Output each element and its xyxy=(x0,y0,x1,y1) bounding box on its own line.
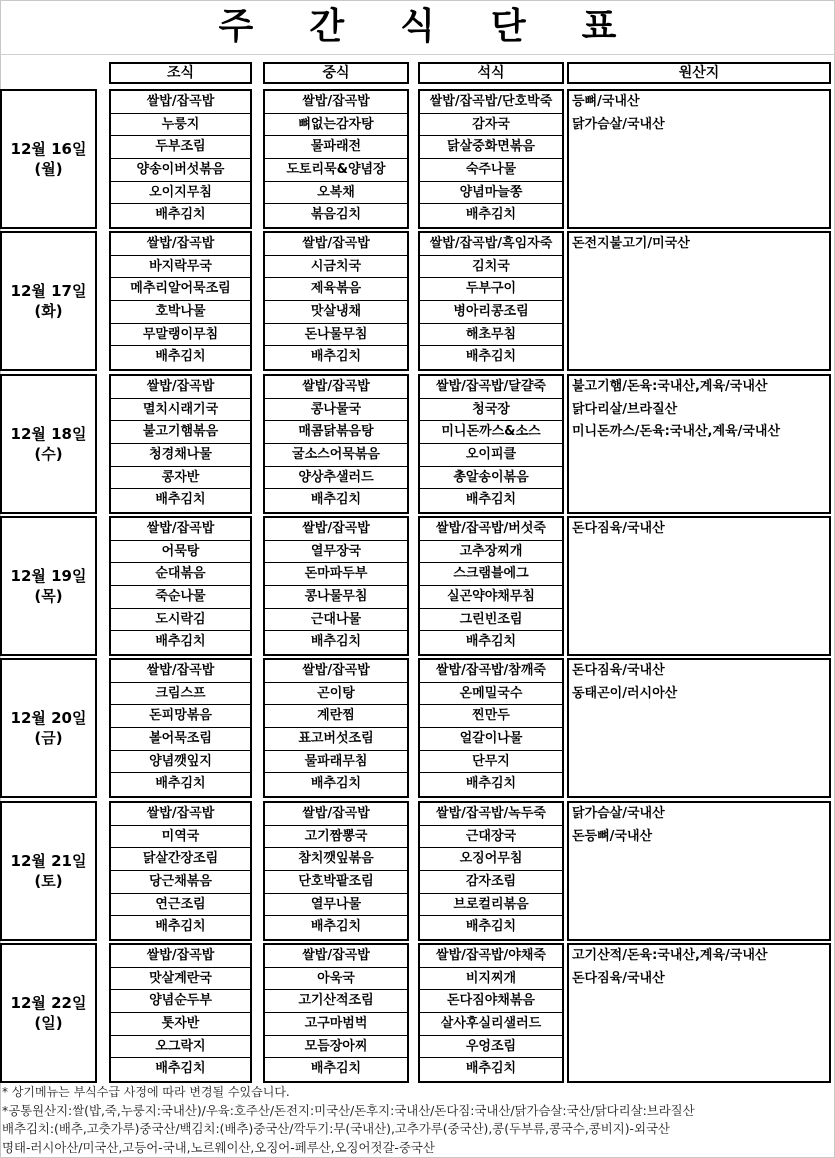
dinner-item: 배추김치 xyxy=(465,207,517,223)
breakfast-item: 메추리알어묵조림 xyxy=(111,278,250,301)
day-block xyxy=(0,516,835,656)
dinner-item: 실곤약야채무침 xyxy=(420,586,562,609)
dinner-item: 쌀밥/잡곡밥/버섯죽 xyxy=(420,518,562,541)
weekday-label: (월) xyxy=(34,160,63,178)
day-block xyxy=(0,801,835,941)
origin-item: 돈다짐육/국내산 xyxy=(572,970,665,986)
origin-item: 미니돈까스/돈육:국내산,계육/국내산 xyxy=(572,424,781,440)
dinner-column xyxy=(418,516,564,656)
origin-item: 돈전지불고기/미국산 xyxy=(572,236,690,251)
dinner-column xyxy=(418,658,564,798)
dinner-item: 김치국 xyxy=(420,256,562,279)
page-title xyxy=(0,0,835,55)
origin-item: 동태곤이/러시아산 xyxy=(572,685,678,701)
breakfast-item: 쌀밥/잡곡밥 xyxy=(111,233,250,256)
lunch-item: 표고버섯조림 xyxy=(265,728,407,751)
date-cell xyxy=(0,658,97,798)
dinner-item: 온메밀국수 xyxy=(420,683,562,706)
lunch-column xyxy=(263,89,409,229)
title-char: 식 xyxy=(400,6,435,47)
lunch-item: 쌀밥/잡곡밥 xyxy=(265,91,407,114)
date-label: 12월 19일 xyxy=(10,567,87,585)
dinner-column xyxy=(418,89,564,229)
dinner-item: 쌀밥/잡곡밥/야채죽 xyxy=(420,945,562,968)
breakfast-item: 오이지무침 xyxy=(111,182,250,205)
lunch-item: 시금치국 xyxy=(265,256,407,279)
dinner-item: 쌀밥/잡곡밥/흑임자죽 xyxy=(420,233,562,256)
lunch-item: 단호박팥조림 xyxy=(265,871,407,894)
dinner-item: 양념마늘쫑 xyxy=(420,182,562,205)
dinner-item: 배추김치 xyxy=(465,1061,517,1077)
breakfast-item: 바지락무국 xyxy=(111,256,250,279)
breakfast-item: 배추김치 xyxy=(155,492,206,508)
dinner-item: 브로컬리볶음 xyxy=(420,894,562,917)
weekday-label: (수) xyxy=(34,445,63,463)
weekday-label: (일) xyxy=(34,1014,63,1032)
lunch-item: 물파래무침 xyxy=(265,751,407,774)
breakfast-item: 배추김치 xyxy=(155,1061,206,1077)
dinner-item: 병아리콩조림 xyxy=(420,301,562,324)
breakfast-item: 크림스프 xyxy=(111,683,250,706)
breakfast-item: 무말랭이무침 xyxy=(111,324,250,347)
lunch-item: 계란찜 xyxy=(265,705,407,728)
lunch-column xyxy=(263,943,409,1083)
origin-column xyxy=(567,801,831,941)
breakfast-column xyxy=(109,801,252,941)
lunch-column xyxy=(263,801,409,941)
breakfast-item: 양념순두부 xyxy=(111,990,250,1013)
lunch-item: 굴소스어묵볶음 xyxy=(265,444,407,467)
breakfast-item: 쌀밥/잡곡밥 xyxy=(111,376,250,399)
breakfast-item: 멸치시래기국 xyxy=(111,399,250,422)
breakfast-item: 배추김치 xyxy=(155,919,206,935)
weekday-label: (금) xyxy=(34,729,63,747)
day-block xyxy=(0,943,835,1083)
dinner-item: 찐만두 xyxy=(420,705,562,728)
dinner-item: 감자조림 xyxy=(420,871,562,894)
date-label: 12월 21일 xyxy=(10,852,87,870)
breakfast-item: 배추김치 xyxy=(155,207,206,223)
lunch-item: 맛살냉채 xyxy=(265,301,407,324)
note-line: 명태-러시아산/미국산,고등어-국내,노르웨이산,오징어-페루산,오징어젓갈-중국산 xyxy=(2,1139,435,1155)
origin-column xyxy=(567,658,831,798)
dinner-item: 감자국 xyxy=(420,114,562,137)
dinner-item: 돈다짐야채볶음 xyxy=(420,990,562,1013)
dinner-item: 고추장찌개 xyxy=(420,541,562,564)
origin-item: 닭가슴살/국내산 xyxy=(572,806,665,821)
lunch-item: 콩나물무침 xyxy=(265,586,407,609)
date-cell xyxy=(0,516,97,656)
origin-item: 돈등뼈/국내산 xyxy=(572,828,653,844)
lunch-item: 아욱국 xyxy=(265,968,407,991)
date-label: 12월 20일 xyxy=(10,709,87,727)
lunch-item: 고기짬뽕국 xyxy=(265,826,407,849)
breakfast-item: 쌀밥/잡곡밥 xyxy=(111,91,250,114)
lunch-item: 쌀밥/잡곡밥 xyxy=(265,945,407,968)
lunch-item: 쌀밥/잡곡밥 xyxy=(265,803,407,826)
dinner-item: 쌀밥/잡곡밥/녹두죽 xyxy=(420,803,562,826)
breakfast-item: 볼어묵조림 xyxy=(111,728,250,751)
origin-item: 돈다짐육/국내산 xyxy=(572,663,665,678)
date-label: 12월 16일 xyxy=(10,140,87,158)
date-label: 12월 22일 xyxy=(10,994,87,1012)
origin-column xyxy=(567,231,831,371)
origin-item: 불고기햄/돈육:국내산,계육/국내산 xyxy=(572,379,768,394)
breakfast-item: 쌀밥/잡곡밥 xyxy=(111,945,250,968)
lunch-item: 쌀밥/잡곡밥 xyxy=(265,518,407,541)
lunch-item: 양상추샐러드 xyxy=(265,467,407,490)
breakfast-item: 배추김치 xyxy=(155,634,206,650)
lunch-item: 배추김치 xyxy=(310,919,362,935)
lunch-column xyxy=(263,516,409,656)
origin-item: 등뼈/국내산 xyxy=(572,94,640,109)
origin-column xyxy=(567,374,831,514)
dinner-item: 배추김치 xyxy=(465,776,517,792)
dinner-item: 배추김치 xyxy=(465,492,517,508)
dinner-item: 닭살중화면볶음 xyxy=(420,136,562,159)
dinner-item: 단무지 xyxy=(420,751,562,774)
origin-column xyxy=(567,943,831,1083)
title-char: 단 xyxy=(490,6,526,47)
origin-item: 닭다리살/브라질산 xyxy=(572,401,678,417)
lunch-item: 오복채 xyxy=(265,182,407,205)
lunch-item: 근대나물 xyxy=(265,609,407,632)
dinner-column xyxy=(418,374,564,514)
day-block xyxy=(0,374,835,514)
lunch-item: 배추김치 xyxy=(310,634,362,650)
title-char: 주 xyxy=(218,6,254,47)
dinner-item: 두부구이 xyxy=(420,278,562,301)
lunch-item: 매콤닭볶음탕 xyxy=(265,421,407,444)
header-origin: 원산지 xyxy=(567,62,831,84)
dinner-item: 해초무침 xyxy=(420,324,562,347)
lunch-item: 돈나물무침 xyxy=(265,324,407,347)
dinner-item: 쌀밥/잡곡밥/단호박죽 xyxy=(420,91,562,114)
breakfast-item: 배추김치 xyxy=(155,776,206,792)
breakfast-item: 맛살계란국 xyxy=(111,968,250,991)
lunch-item: 도토리묵&양념장 xyxy=(265,159,407,182)
breakfast-item: 쌀밥/잡곡밥 xyxy=(111,660,250,683)
breakfast-item: 쌀밥/잡곡밥 xyxy=(111,803,250,826)
note-line: * 상기메뉴는 부식수급 사정에 따라 변경될 수있습니다. xyxy=(2,1085,290,1099)
dinner-item: 그린빈조림 xyxy=(420,609,562,632)
lunch-item: 볶음김치 xyxy=(310,207,362,223)
lunch-item: 고구마범벅 xyxy=(265,1013,407,1036)
breakfast-item: 순대볶음 xyxy=(111,563,250,586)
lunch-item: 배추김치 xyxy=(310,492,362,508)
lunch-item: 쌀밥/잡곡밥 xyxy=(265,376,407,399)
header-lunch: 중식 xyxy=(263,62,409,84)
lunch-column xyxy=(263,374,409,514)
lunch-item: 물파래전 xyxy=(265,136,407,159)
lunch-item: 참치깻잎볶음 xyxy=(265,848,407,871)
breakfast-item: 양송이버섯볶음 xyxy=(111,159,250,182)
dinner-item: 오이피클 xyxy=(420,444,562,467)
breakfast-column xyxy=(109,374,252,514)
dinner-item: 청국장 xyxy=(420,399,562,422)
dinner-item: 미니돈까스&소스 xyxy=(420,421,562,444)
breakfast-column xyxy=(109,516,252,656)
lunch-item: 쌀밥/잡곡밥 xyxy=(265,233,407,256)
origin-column xyxy=(567,89,831,229)
breakfast-column xyxy=(109,658,252,798)
breakfast-item: 당근채볶음 xyxy=(111,871,250,894)
lunch-item: 뼈없는감자탕 xyxy=(265,114,407,137)
breakfast-item: 톳자반 xyxy=(111,1013,250,1036)
breakfast-item: 미역국 xyxy=(111,826,250,849)
date-cell xyxy=(0,943,97,1083)
day-block xyxy=(0,89,835,229)
dinner-item: 배추김치 xyxy=(465,349,517,365)
breakfast-item: 두부조림 xyxy=(111,136,250,159)
date-cell xyxy=(0,374,97,514)
origin-item: 닭가슴살/국내산 xyxy=(572,116,665,132)
breakfast-column xyxy=(109,89,252,229)
lunch-item: 열무장국 xyxy=(265,541,407,564)
breakfast-item: 어묵탕 xyxy=(111,541,250,564)
weekday-label: (목) xyxy=(34,587,63,605)
origin-item: 돈다짐육/국내산 xyxy=(572,521,665,536)
date-cell xyxy=(0,801,97,941)
breakfast-item: 닭살간장조림 xyxy=(111,848,250,871)
title-char: 표 xyxy=(581,6,617,47)
breakfast-item: 콩자반 xyxy=(111,467,250,490)
breakfast-item: 호박나물 xyxy=(111,301,250,324)
weekday-label: (화) xyxy=(34,302,63,320)
lunch-item: 모듬장아찌 xyxy=(265,1036,407,1059)
breakfast-item: 불고기햄볶음 xyxy=(111,421,250,444)
title-char: 간 xyxy=(309,6,345,47)
breakfast-column xyxy=(109,943,252,1083)
dinner-item: 배추김치 xyxy=(465,919,517,935)
date-label: 12월 18일 xyxy=(10,425,87,443)
note-line: *공통원산지:쌀(밥,죽,누룽지:국내산)/우육:호주산/돈전지:미국산/돈후지:국내산/돈다짐:국내산/닭가슴살:국산/닭다리살:브라질산 xyxy=(2,1102,695,1118)
weekday-label: (토) xyxy=(34,872,63,890)
breakfast-item: 오그락지 xyxy=(111,1036,250,1059)
notes xyxy=(2,1083,834,1157)
dinner-item: 총알송이볶음 xyxy=(420,467,562,490)
date-label: 12월 17일 xyxy=(10,282,87,300)
breakfast-item: 도시락김 xyxy=(111,609,250,632)
dinner-item: 근대장국 xyxy=(420,826,562,849)
lunch-item: 곤이탕 xyxy=(265,683,407,706)
date-cell xyxy=(0,231,97,371)
lunch-item: 콩나물국 xyxy=(265,399,407,422)
breakfast-item: 죽순나물 xyxy=(111,586,250,609)
day-block xyxy=(0,658,835,798)
breakfast-item: 양념깻잎지 xyxy=(111,751,250,774)
breakfast-column xyxy=(109,231,252,371)
lunch-item: 쌀밥/잡곡밥 xyxy=(265,660,407,683)
header-dinner: 석식 xyxy=(418,62,564,84)
dinner-item: 숙주나물 xyxy=(420,159,562,182)
lunch-item: 배추김치 xyxy=(310,1061,362,1077)
breakfast-item: 누룽지 xyxy=(111,114,250,137)
dinner-item: 얼갈이나물 xyxy=(420,728,562,751)
breakfast-item: 돈피망볶음 xyxy=(111,705,250,728)
lunch-item: 배추김치 xyxy=(310,776,362,792)
dinner-item: 우엉조림 xyxy=(420,1036,562,1059)
note-line: 배추김치:(배추,고춧가루)중국산/백김치:(배추)중국산/깍두기:무(국내산),고추가루(중국산),콩(두부류,콩국수,콩비지)-외국산 xyxy=(2,1121,670,1136)
day-block xyxy=(0,231,835,371)
origin-item: 고기산적/돈육:국내산,계육/국내산 xyxy=(572,948,768,963)
origin-column xyxy=(567,516,831,656)
lunch-item: 열무나물 xyxy=(265,894,407,917)
dinner-item: 살사후실리샐러드 xyxy=(420,1013,562,1036)
dinner-column xyxy=(418,943,564,1083)
dinner-item: 오징어무침 xyxy=(420,848,562,871)
lunch-item: 돈마파두부 xyxy=(265,563,407,586)
dinner-item: 비지찌개 xyxy=(420,968,562,991)
lunch-item: 제육볶음 xyxy=(265,278,407,301)
lunch-item: 고기산적조림 xyxy=(265,990,407,1013)
breakfast-item: 연근조림 xyxy=(111,894,250,917)
header-breakfast: 조식 xyxy=(109,62,252,84)
dinner-item: 쌀밥/잡곡밥/달걀죽 xyxy=(420,376,562,399)
breakfast-item: 배추김치 xyxy=(155,349,206,365)
dinner-column xyxy=(418,801,564,941)
dinner-item: 스크램블에그 xyxy=(420,563,562,586)
lunch-column xyxy=(263,231,409,371)
dinner-item: 배추김치 xyxy=(465,634,517,650)
dinner-column xyxy=(418,231,564,371)
breakfast-item: 쌀밥/잡곡밥 xyxy=(111,518,250,541)
dinner-item: 쌀밥/잡곡밥/참깨죽 xyxy=(420,660,562,683)
lunch-item: 배추김치 xyxy=(310,349,362,365)
breakfast-item: 청경채나물 xyxy=(111,444,250,467)
lunch-column xyxy=(263,658,409,798)
date-cell xyxy=(0,89,97,229)
